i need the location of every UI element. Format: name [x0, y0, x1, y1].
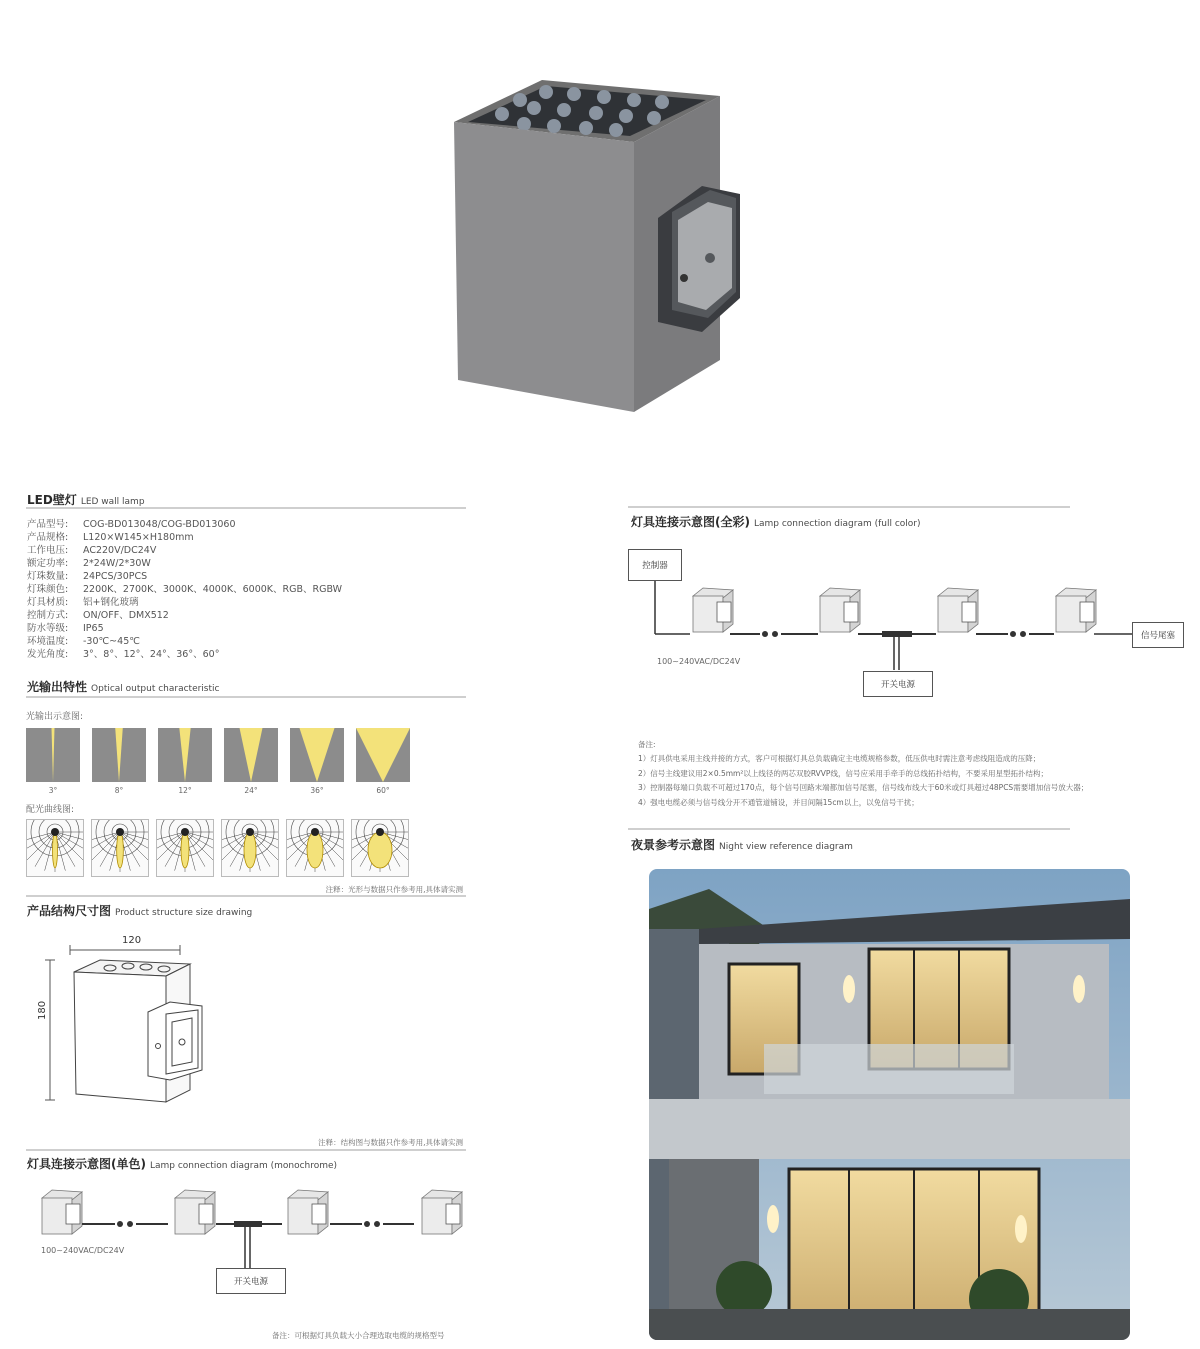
- spec-row: [27, 609, 342, 622]
- beam-cone: [115, 728, 123, 782]
- polar-lobe: [117, 832, 124, 868]
- spec-key: 灯珠数量:: [27, 571, 69, 582]
- polar-lobe: [368, 832, 392, 868]
- spec-row: [27, 531, 342, 544]
- spec-key: 产品规格:: [27, 532, 69, 543]
- spec-value: ON/OFF、DMX512: [83, 610, 169, 621]
- spec-value: 3°、8°、12°、24°、36°、60°: [83, 649, 220, 660]
- product-subtitle: LED wall lamp: [80, 497, 145, 507]
- mono-subtitle: Lamp connection diagram (monochrome): [149, 1161, 338, 1171]
- beam-angle-label: 12°: [178, 786, 192, 795]
- polar-lobe: [244, 832, 256, 868]
- beam-angle-label: 3°: [48, 786, 58, 795]
- mono-power-box: 开关电源: [216, 1268, 286, 1294]
- structure-header: [27, 902, 252, 919]
- night-title: 夜景参考示意图: [631, 838, 716, 852]
- polar-curve: [26, 819, 84, 877]
- spec-key: 防水等级:: [27, 623, 69, 634]
- curve-label: 配光曲线图:: [26, 805, 75, 815]
- beam-angle-label: 24°: [244, 786, 258, 795]
- spec-value: 24PCS/30PCS: [83, 571, 148, 582]
- spec-value: 铝+钢化玻璃: [83, 597, 139, 608]
- beam-cone: [299, 728, 334, 782]
- mono-note: 备注：可根据灯具负载大小合理选取电缆的规格型号: [272, 1331, 445, 1340]
- height-dimension: 180: [37, 1000, 48, 1020]
- beam-angle-label: 60°: [376, 786, 390, 795]
- polar-curve: [286, 819, 344, 877]
- spec-key: 工作电压:: [27, 545, 69, 556]
- product-photo: [440, 70, 760, 420]
- spec-row: [27, 596, 342, 609]
- spec-list: [27, 518, 342, 661]
- color-power-box: 开关电源: [863, 671, 933, 697]
- optical-subtitle: Optical output characteristic: [91, 684, 220, 694]
- spec-value: IP65: [83, 623, 104, 634]
- lamp-icon: [175, 1190, 215, 1234]
- spec-key: 产品型号:: [27, 519, 69, 530]
- color-voltage: 100~240VAC/DC24V: [657, 657, 741, 666]
- product-header: [27, 491, 145, 508]
- beam-cone: [356, 728, 410, 782]
- spec-key: 控制方式:: [27, 610, 69, 621]
- lamp-icon: [42, 1190, 82, 1234]
- lamp-icon: [693, 588, 733, 632]
- beam-label: 光输出示意图:: [26, 712, 84, 722]
- beam-cone: [240, 728, 263, 782]
- color-header: [631, 513, 921, 530]
- optical-header: [27, 678, 219, 695]
- beam-tile: [356, 728, 410, 782]
- spec-key: 灯珠颜色:: [27, 584, 69, 595]
- spec-value: 2200K、2700K、3000K、4000K、6000K、RGB、RGBW: [83, 584, 343, 595]
- polar-lobe: [53, 832, 58, 868]
- lamp-icon: [1056, 588, 1096, 632]
- spec-row: [27, 544, 342, 557]
- beam-cone: [52, 728, 55, 782]
- controller-box: 控制器: [628, 549, 682, 581]
- spec-key: 环境温度:: [27, 636, 69, 647]
- night-subtitle: Night view reference diagram: [719, 842, 853, 852]
- spec-row: [27, 570, 342, 583]
- night-view-photo: [649, 869, 1130, 1340]
- note-item: 2）信号主线建议用2×0.5mm²以上线径的两芯双胶RVVP线，信号应采用手牵手的总线拓扑结构，不要采用星型拓扑结构；: [638, 768, 1048, 778]
- spec-row: [27, 557, 342, 570]
- beam-angle-label: 8°: [114, 786, 124, 795]
- night-header: [631, 836, 853, 853]
- beam-angle-label: 36°: [310, 786, 324, 795]
- spec-row: [27, 518, 342, 531]
- structure-subtitle: Product structure size drawing: [115, 908, 253, 918]
- mono-title: 灯具连接示意图(单色): [27, 1157, 146, 1171]
- polar-curve: [221, 819, 279, 877]
- note-item: 3）控制器每端口负载不可超过170点，每个信号回路末端都加信号尾塞，信号线布线大于60米或灯具超过48PCS需要增加信号放大器；: [638, 783, 1089, 792]
- beam-cone: [179, 728, 190, 782]
- color-title: 灯具连接示意图(全彩): [631, 515, 750, 529]
- beam-tile: [26, 728, 80, 782]
- width-dimension: 120: [122, 935, 142, 946]
- beam-tile: [290, 728, 344, 782]
- spec-row: [27, 648, 342, 661]
- beam-tile: [158, 728, 212, 782]
- polar-curve: [91, 819, 149, 877]
- signal-end-box: 信号尾塞: [1132, 622, 1184, 648]
- lamp-icon: [938, 588, 978, 632]
- rule-color: [628, 506, 1070, 508]
- rule-structure: [26, 895, 466, 897]
- notes-title: 备注:: [638, 740, 656, 749]
- beam-tile: [92, 728, 146, 782]
- beam-tile: [224, 728, 278, 782]
- curve-note: 注释：光形与数据只作参考用,具体请实测: [325, 885, 463, 894]
- spec-key: 灯具材质:: [27, 597, 69, 608]
- lamp-icon: [288, 1190, 328, 1234]
- note-item: 4）强电电缆必须与信号线分开不通管道铺设，并目间隔15cm以上，以免信号干扰；: [638, 797, 919, 807]
- lamp-icon: [422, 1190, 462, 1234]
- structure-drawing: [30, 930, 230, 1110]
- mono-voltage: 100~240VAC/DC24V: [41, 1246, 125, 1255]
- color-subtitle: Lamp connection diagram (full color): [753, 519, 921, 529]
- rule-product: [26, 507, 466, 509]
- rule-night: [628, 828, 1070, 830]
- spec-key: 发光角度:: [27, 649, 69, 660]
- spec-value: AC220V/DC24V: [83, 545, 157, 556]
- spec-value: COG-BD013048/COG-BD013060: [83, 519, 236, 530]
- lamp-icon: [820, 588, 860, 632]
- spec-row: [27, 622, 342, 635]
- spec-row: [27, 583, 342, 596]
- structure-title: 产品结构尺寸图: [27, 904, 112, 918]
- spec-value: -30℃~45℃: [83, 636, 140, 647]
- polar-lobe: [181, 832, 189, 868]
- spec-value: L120×W145×H180mm: [83, 532, 194, 543]
- spec-row: [27, 635, 342, 648]
- rule-optical: [26, 696, 466, 698]
- structure-note: 注释：结构图与数据只作参考用,具体请实测: [318, 1138, 463, 1147]
- mono-header: [27, 1155, 337, 1172]
- note-item: 1）灯具供电采用主线并接的方式，客户可根据灯具总负载确定主电缆规格参数，低压供电时需注意考虑线阻造成的压降；: [638, 754, 1041, 763]
- spec-key: 额定功率:: [27, 558, 69, 569]
- notes-list: [638, 752, 1088, 810]
- rule-mono: [26, 1149, 466, 1151]
- spec-value: 2*24W/2*30W: [83, 558, 151, 569]
- polar-lobe: [307, 832, 323, 868]
- optical-title: 光输出特性: [27, 680, 88, 694]
- product-title: LED壁灯: [27, 493, 77, 507]
- polar-curve: [156, 819, 214, 877]
- polar-curve: [351, 819, 409, 877]
